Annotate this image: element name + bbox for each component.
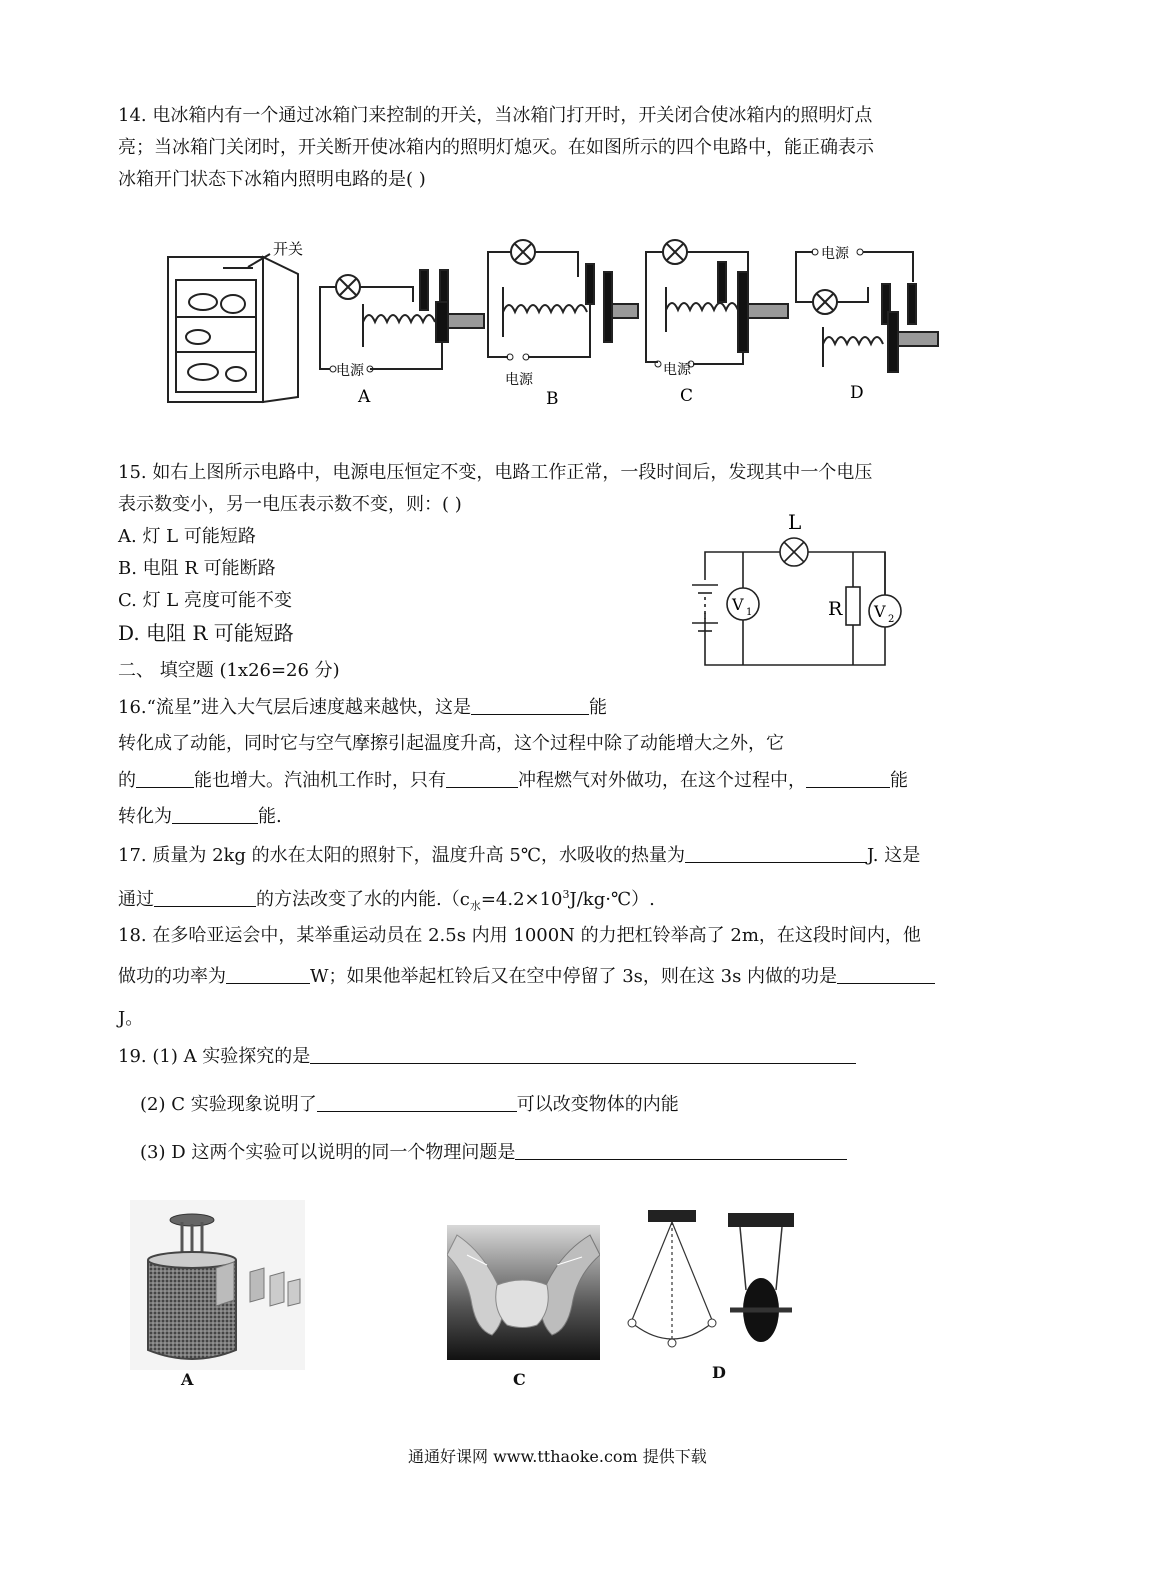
q15-line2: 表示数变小，另一电压表示数不变，则：( ) bbox=[118, 494, 462, 515]
q16-text-d: 能也增大。汽油机工作时，只有 bbox=[194, 770, 446, 791]
q16-line3 bbox=[118, 765, 908, 797]
circuit-B bbox=[488, 240, 638, 357]
q17-text-b: J. 这是 bbox=[866, 845, 921, 866]
lamp-label: L bbox=[788, 510, 802, 534]
option-label-D: D bbox=[850, 383, 864, 403]
q15-option-b: B. 电阻 R 可能断路 bbox=[118, 558, 276, 579]
answer-blank[interactable] bbox=[471, 694, 589, 715]
q18-line1: 18. 在多哈亚运会中，某举重运动员在 2.5s 内用 1000N 的力把杠铃举高了 2m，在这段时间内，他 bbox=[118, 925, 921, 946]
answer-blank[interactable] bbox=[515, 1139, 847, 1160]
answer-blank[interactable] bbox=[685, 842, 867, 863]
q16-line4 bbox=[118, 801, 282, 833]
q18-line2 bbox=[118, 961, 935, 993]
q17-text-d: 的方法改变了水的内能.（c bbox=[256, 889, 470, 910]
q17-line1 bbox=[118, 840, 920, 872]
q18-text-a: 做功的功率为 bbox=[118, 966, 226, 987]
answer-blank[interactable] bbox=[317, 1091, 517, 1112]
power-label-D: 电源 bbox=[821, 246, 849, 262]
switch-label: 开关 bbox=[273, 240, 304, 258]
q19-line1 bbox=[118, 1041, 856, 1073]
q15-line1: 15. 如右上图所示电路中，电源电压恒定不变，电路工作正常，一段时间后，发现其中一个电压 bbox=[118, 462, 873, 483]
q19-part2a: (2) C 实验现象说明了 bbox=[140, 1094, 317, 1115]
q15-option-a: A. 灯 L 可能短路 bbox=[118, 526, 256, 547]
resistor-label: R bbox=[828, 598, 843, 620]
q19-part2b: 可以改变物体的内能 bbox=[516, 1094, 679, 1115]
answer-blank[interactable] bbox=[154, 886, 256, 907]
q16-text-g: 转化为 bbox=[118, 806, 172, 827]
q16-line1 bbox=[118, 692, 607, 724]
q16-text-e: 冲程燃气对外做功，在这个过程中， bbox=[518, 770, 806, 791]
power-label-C: 电源 bbox=[663, 362, 691, 378]
circuit-D bbox=[796, 252, 938, 372]
q16-text-h: 能. bbox=[258, 806, 282, 827]
experiment-d-image bbox=[620, 1205, 805, 1360]
q19-line3 bbox=[140, 1137, 847, 1169]
option-label-B: B bbox=[546, 389, 559, 409]
answer-blank[interactable] bbox=[136, 767, 194, 788]
q15-option-c: C. 灯 L 亮度可能不变 bbox=[118, 590, 292, 611]
q14-line2: 亮；当冰箱门关闭时，开关断开使冰箱内的照明灯熄灭。在如图所示的四个电路中，能正确表示 bbox=[118, 137, 874, 158]
caption-d: D bbox=[712, 1363, 726, 1382]
q19-part3: (3) D 这两个实验可以说明的同一个物理问题是 bbox=[140, 1142, 516, 1163]
v2-label: V bbox=[874, 602, 886, 621]
v1-subscript: 1 bbox=[746, 607, 753, 618]
footer-text: 通通好课网 www.tthaoke.com 提供下载 bbox=[408, 1447, 707, 1466]
q17-text-f: J/kg·℃）. bbox=[569, 889, 655, 910]
q17-subscript: 水 bbox=[469, 899, 481, 913]
q17-superscript: 3 bbox=[562, 888, 570, 901]
circuit-C bbox=[646, 240, 788, 364]
v2-subscript: 2 bbox=[888, 614, 895, 625]
q19-part1: 19. (1) A 实验探究的是 bbox=[118, 1046, 311, 1067]
option-label-C: C bbox=[680, 386, 694, 406]
power-label-B: 电源 bbox=[505, 372, 533, 388]
answer-blank[interactable] bbox=[226, 963, 310, 984]
answer-blank[interactable] bbox=[172, 803, 258, 824]
fridge-drawing bbox=[168, 254, 298, 402]
q16-text-c: 的 bbox=[118, 770, 136, 791]
q16-text-b: 能 bbox=[589, 697, 608, 718]
caption-a: A bbox=[181, 1370, 194, 1389]
caption-c: C bbox=[513, 1370, 526, 1389]
q16-text-a: 16.“流星”进入大气层后速度越来越快，这是 bbox=[118, 697, 472, 718]
circuit-A bbox=[320, 270, 484, 369]
experiment-c-image bbox=[447, 1225, 600, 1360]
option-label-A: A bbox=[358, 387, 371, 407]
q18-line3: J。 bbox=[118, 1008, 144, 1029]
section-2-title: 二、 填空题 (1x26=26 分) bbox=[118, 660, 340, 681]
q14-line1: 14. 电冰箱内有一个通过冰箱门来控制的开关，当冰箱门打开时，开关闭合使冰箱内的照明灯点 bbox=[118, 105, 873, 126]
answer-blank[interactable] bbox=[446, 767, 518, 788]
q17-text-c: 通过 bbox=[118, 889, 154, 910]
q17-text-e: =4.2×10 bbox=[480, 889, 563, 910]
q16-text-f: 能 bbox=[890, 770, 908, 791]
answer-blank[interactable] bbox=[806, 767, 890, 788]
q15-option-d: D. 电阻 R 可能短路 bbox=[118, 621, 294, 645]
answer-blank[interactable] bbox=[310, 1043, 856, 1064]
q17-text-a: 17. 质量为 2kg 的水在太阳的照射下，温度升高 5℃，水吸收的热量为 bbox=[118, 845, 685, 866]
q14-line3: 冰箱开门状态下冰箱内照明电路的是( ) bbox=[118, 169, 426, 190]
fridge-circuits-figure bbox=[158, 232, 958, 412]
experiment-a-image bbox=[130, 1200, 305, 1370]
v1-label: V bbox=[732, 595, 744, 614]
answer-blank[interactable] bbox=[837, 963, 935, 984]
q17-line2 bbox=[118, 879, 655, 923]
power-label-A: 电源 bbox=[336, 363, 364, 379]
q16-line2: 转化成了动能，同时它与空气摩擦引起温度升高，这个过程中除了动能增大之外，它 bbox=[118, 733, 784, 754]
q15-circuit-figure bbox=[670, 505, 930, 675]
q19-line2 bbox=[140, 1089, 679, 1121]
q18-text-b: W；如果他举起杠铃后又在空中停留了 3s，则在这 3s 内做的功是 bbox=[310, 966, 838, 987]
